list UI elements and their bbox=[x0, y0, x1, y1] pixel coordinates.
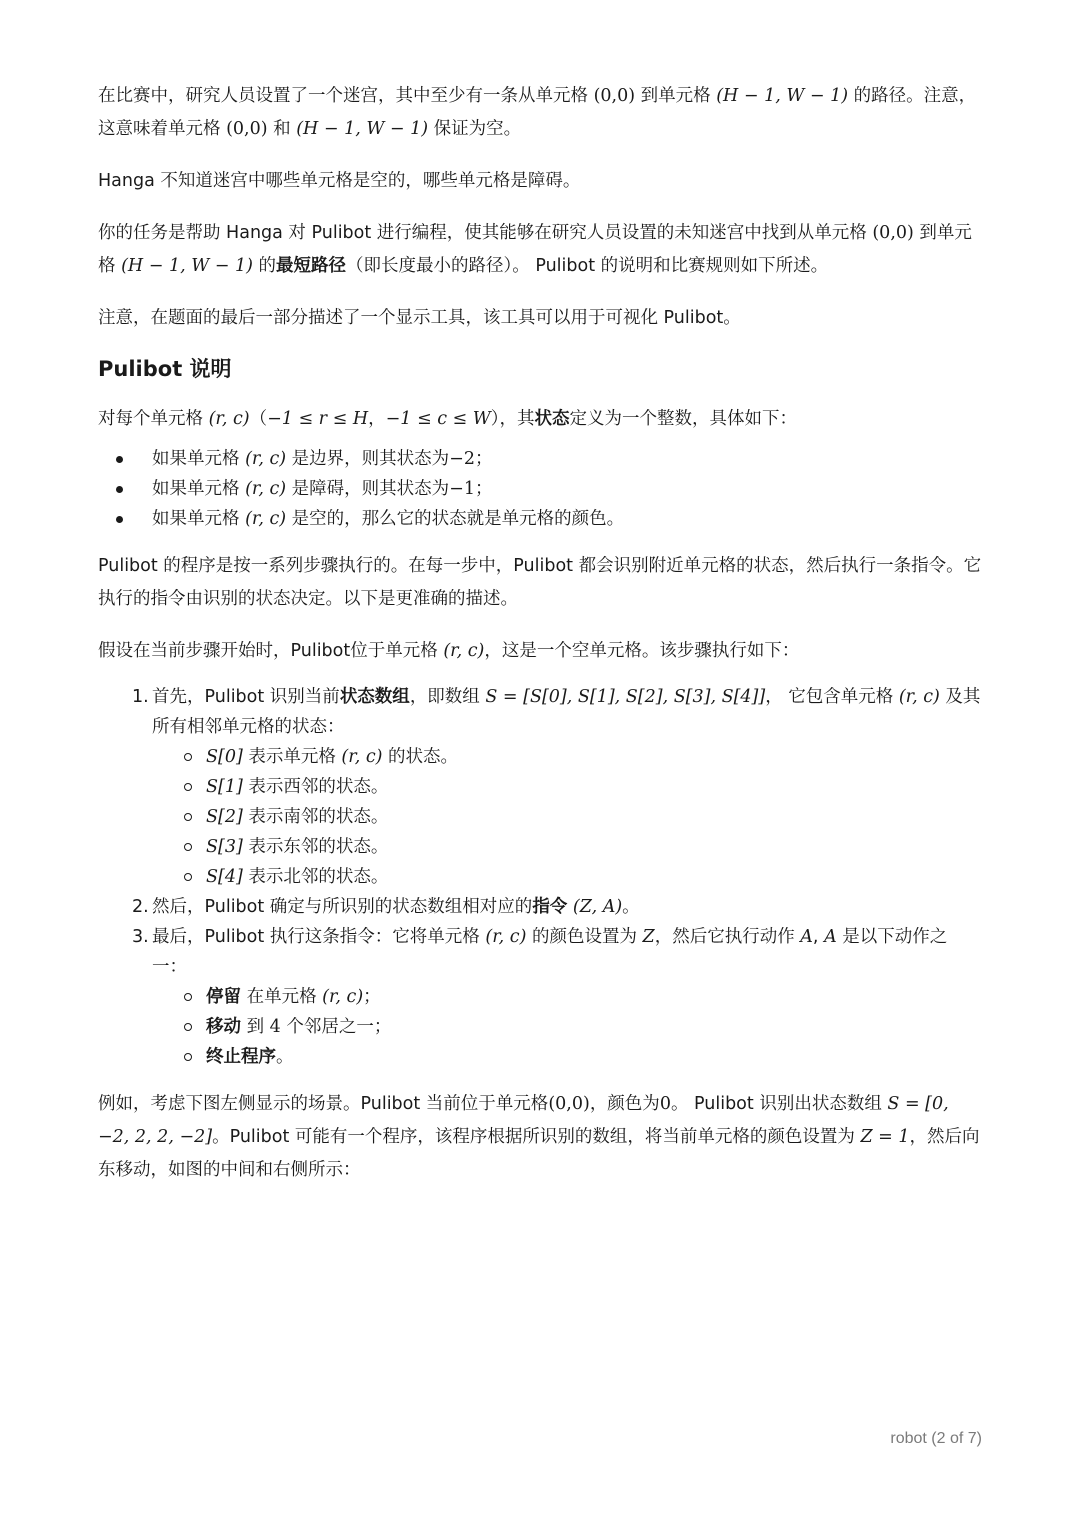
paragraph-program-description: Pulibot 的程序是按一系列步骤执行的。在每一步中，Pulibot 都会识别附近单元格的状态，然后执行一条指令。它执行的指令由识别的状态决定。以下是更准确的描述。 bbox=[98, 556, 982, 609]
list-item: S[2] 表示南邻的状态。 bbox=[152, 802, 982, 832]
page-footer: robot (2 of 7) bbox=[890, 1430, 982, 1447]
document-page bbox=[98, 80, 982, 1187]
paragraph-state-definition: 对每个单元格 (r, c)（−1 ≤ r ≤ H，−1 ≤ c ≤ W），其状态定义为一个整数，具体如下： bbox=[98, 409, 798, 429]
list-item: S[0] 表示单元格 (r, c) 的状态。 bbox=[152, 742, 982, 772]
step-item-3: 3. 最后，Pulibot 执行这条指令：它将单元格 (r, c) 的颜色设置为 Z，然后它执行动作 A, A 是以下动作之一： 停留 在单元格 (r, c)； 移动 到 4 个邻居之一； 终止程序。 bbox=[98, 922, 982, 1072]
step-item-2: 2. 然后，Pulibot 确定与所识别的状态数组相对应的指令 (Z, A)。 bbox=[132, 897, 640, 917]
list-item: 如果单元格 (r, c) 是空的，那么它的状态就是单元格的颜色。 bbox=[98, 504, 982, 534]
paragraph-hanga-unknown: Hanga 不知道迷宫中哪些单元格是空的，哪些单元格是障碍。 bbox=[98, 171, 581, 191]
list-item: 如果单元格 (r, c) 是边界，则其状态为−2； bbox=[98, 444, 982, 474]
step-item-1: 1. 首先，Pulibot 识别当前状态数组，即数组 S = [S[0], S[1], S[2], S[3], S[4]]， 它包含单元格 (r, c) 及其所有相邻单元格的状态： S[0] 表示单元格 (r, c) 的状态。 S[1] 表示西邻的状态。 S[2] 表示南邻的状态。 S[3] 表示东邻的状态。 S[4] 表示北邻的状态。 bbox=[98, 682, 982, 892]
list-item: S[3] 表示东邻的状态。 bbox=[152, 832, 982, 862]
paragraph-task: 你的任务是帮助 Hanga 对 Pulibot 进行编程，使其能够在研究人员设置的未知迷宫中找到从单元格 (0,0) 到单元格 (H − 1, W − 1) 的最短路径（即长度最小的路径）。 Pulibot 的说明和比赛规则如下所述。 bbox=[98, 223, 972, 276]
state-list bbox=[98, 444, 982, 534]
list-item: S[1] 表示西邻的状态。 bbox=[152, 772, 982, 802]
list-item: 移动 到 4 个邻居之一； bbox=[152, 1012, 982, 1042]
list-item: 停留 在单元格 (r, c)； bbox=[152, 982, 982, 1012]
list-item: 终止程序。 bbox=[152, 1042, 982, 1072]
paragraph-display-tool-note: 注意，在题面的最后一部分描述了一个显示工具，该工具可以用于可视化 Pulibot。 bbox=[98, 308, 741, 328]
step-list bbox=[98, 682, 982, 1072]
paragraph-maze-setup: 在比赛中，研究人员设置了一个迷宫，其中至少有一条从单元格 (0,0) 到单元格 (H − 1, W − 1) 的路径。注意，这意味着单元格 (0,0) 和 (H − 1, W − 1) 保证为空。 bbox=[98, 86, 977, 139]
paragraph-example: 例如，考虑下图左侧显示的场景。Pulibot 当前位于单元格(0,0)，颜色为0。 Pulibot 识别出状态数组 S = [0, −2, 2, 2, −2]。Pulibot 可能有一个程序，该程序根据所识别的数组，将当前单元格的颜色设置为 Z = 1，然后向东移动，如图的中间和右侧所示： bbox=[98, 1094, 980, 1180]
list-item: S[4] 表示北邻的状态。 bbox=[152, 862, 982, 892]
list-item: 如果单元格 (r, c) 是障碍，则其状态为−1； bbox=[98, 474, 982, 504]
paragraph-step-intro: 假设在当前步骤开始时，Pulibot位于单元格 (r, c)，这是一个空单元格。该步骤执行如下： bbox=[98, 641, 800, 661]
section-heading: Pulibot 说明 bbox=[98, 357, 232, 381]
state-array-list bbox=[152, 742, 982, 892]
action-list bbox=[152, 982, 982, 1072]
